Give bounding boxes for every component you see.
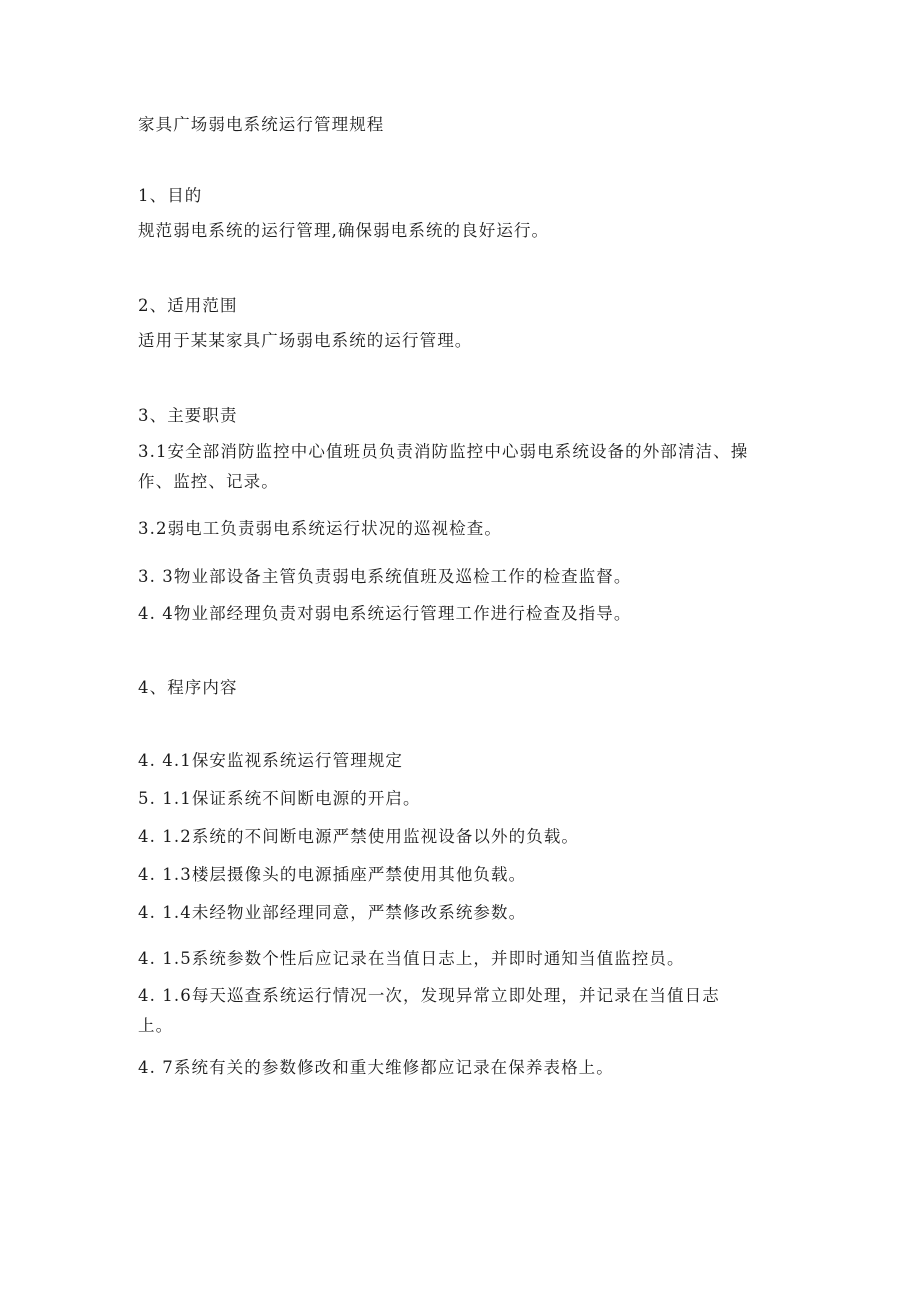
section-4-item: 4. 1.3楼层摄像头的电源插座严禁使用其他负载。 [138,865,527,884]
section-4-item: 4. 1.6每天巡查系统运行情况一次，发现异常立即处理，并记录在当值日志上。 [138,986,720,1035]
section-3-item: 3.2弱电工负责弱电系统运行状况的巡视检查。 [138,519,502,538]
section-2-heading: 2、适用范围 [138,296,238,315]
section-3-item: 3.1安全部消防监控中心值班员负责消防监控中心弱电系统设备的外部清洁、操作、监控、记录。 [138,442,749,491]
section-3-heading: 3、主要职责 [138,406,238,425]
section-4-item: 4. 4.1保安监视系统运行管理规定 [138,751,404,770]
section-4-item: 4. 1.5系统参数个性后应记录在当值日志上，并即时通知当值监控员。 [138,949,685,968]
section-3-item: 4. 4物业部经理负责对弱电系统运行管理工作进行检查及指导。 [138,604,632,623]
section-4-item: 4. 1.2系统的不间断电源严禁使用监视设备以外的负载。 [138,827,580,846]
section-4-heading: 4、程序内容 [138,678,238,697]
section-3-item: 3. 3物业部设备主管负责弱电系统值班及巡检工作的检查监督。 [138,567,632,586]
section-1-body: 规范弱电系统的运行管理,确保弱电系统的良好运行。 [138,221,550,240]
section-1-heading: 1、目的 [138,186,203,205]
section-2-body: 适用于某某家具广场弱电系统的运行管理。 [138,331,473,350]
section-4-item: 4. 1.4未经物业部经理同意，严禁修改系统参数。 [138,903,527,922]
section-4-item: 5. 1.1保证系统不间断电源的开启。 [138,789,421,808]
section-4-item: 4. 7系统有关的参数修改和重大维修都应记录在保养表格上。 [138,1058,614,1077]
document-title: 家具广场弱电系统运行管理规程 [138,115,385,134]
